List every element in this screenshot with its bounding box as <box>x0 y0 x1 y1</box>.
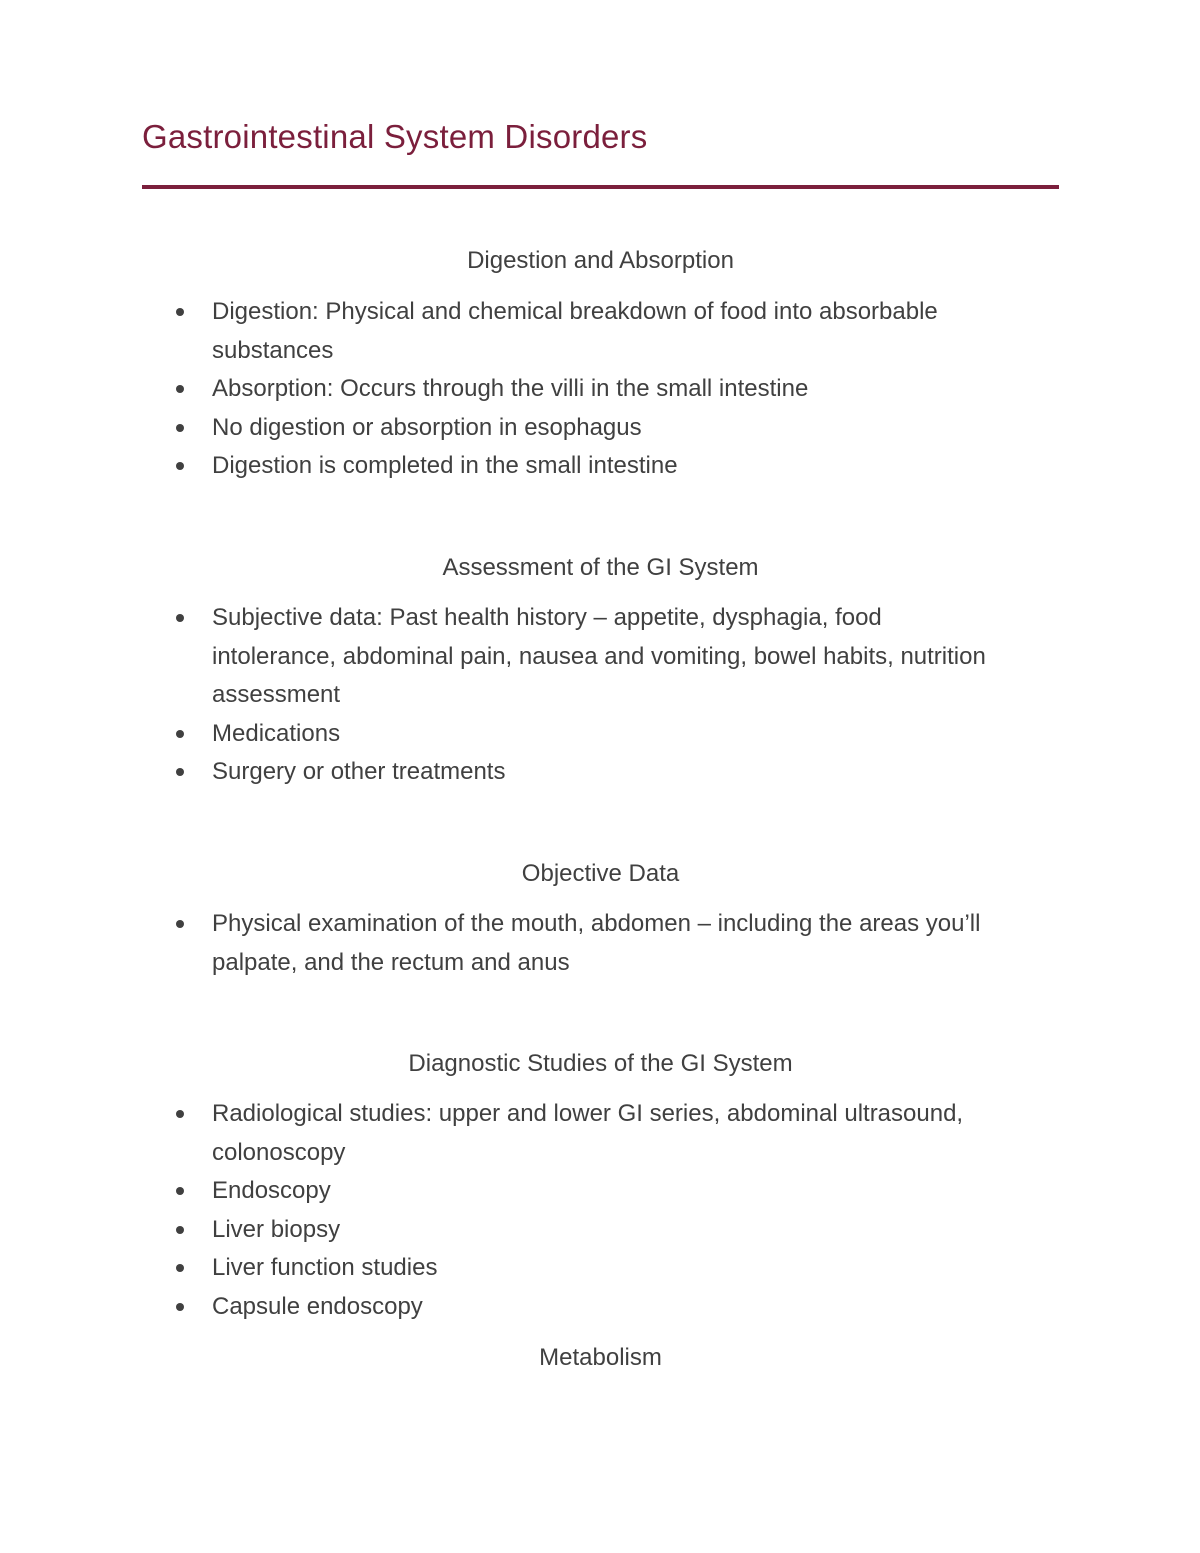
section-heading-objective: Objective Data <box>521 860 680 887</box>
list-diagnostic <box>212 1095 1072 1326</box>
document-title: Gastrointestinal System Disorders <box>142 118 648 155</box>
list-item: Subjective data: Past health history – appetite, dysphagia, food intolerance, abdominal pain, nausea and vomiting, bowel habits, nutrition assessment <box>212 599 1002 715</box>
list-item: Liver function studies <box>212 1249 1072 1288</box>
list-objective <box>212 905 1072 982</box>
list-item: Endoscopy <box>212 1172 1072 1211</box>
list-item: Radiological studies: upper and lower GI series, abdominal ultrasound, colonoscopy <box>212 1095 1062 1172</box>
list-item: Capsule endoscopy <box>212 1288 1072 1327</box>
list-item: Medications <box>212 715 1072 754</box>
list-item: Physical examination of the mouth, abdomen – including the areas you’ll palpate, and the rectum and anus <box>212 905 1017 982</box>
title-divider <box>142 185 1059 189</box>
section-heading-diagnostic: Diagnostic Studies of the GI System <box>408 1050 793 1077</box>
list-item: Digestion: Physical and chemical breakdown of food into absorbable substances <box>212 293 1032 370</box>
list-item: Digestion is completed in the small intestine <box>212 447 1072 486</box>
section-heading-metabolism: Metabolism <box>539 1344 662 1371</box>
list-item: Surgery or other treatments <box>212 753 1072 792</box>
list-digestion <box>212 293 1072 486</box>
list-assessment <box>212 599 1072 792</box>
section-heading-assessment: Assessment of the GI System <box>442 554 759 581</box>
list-item: Absorption: Occurs through the villi in the small intestine <box>212 370 1072 409</box>
list-item: No digestion or absorption in esophagus <box>212 409 1072 448</box>
section-heading-digestion: Digestion and Absorption <box>467 247 734 274</box>
list-item: Liver biopsy <box>212 1211 1072 1250</box>
